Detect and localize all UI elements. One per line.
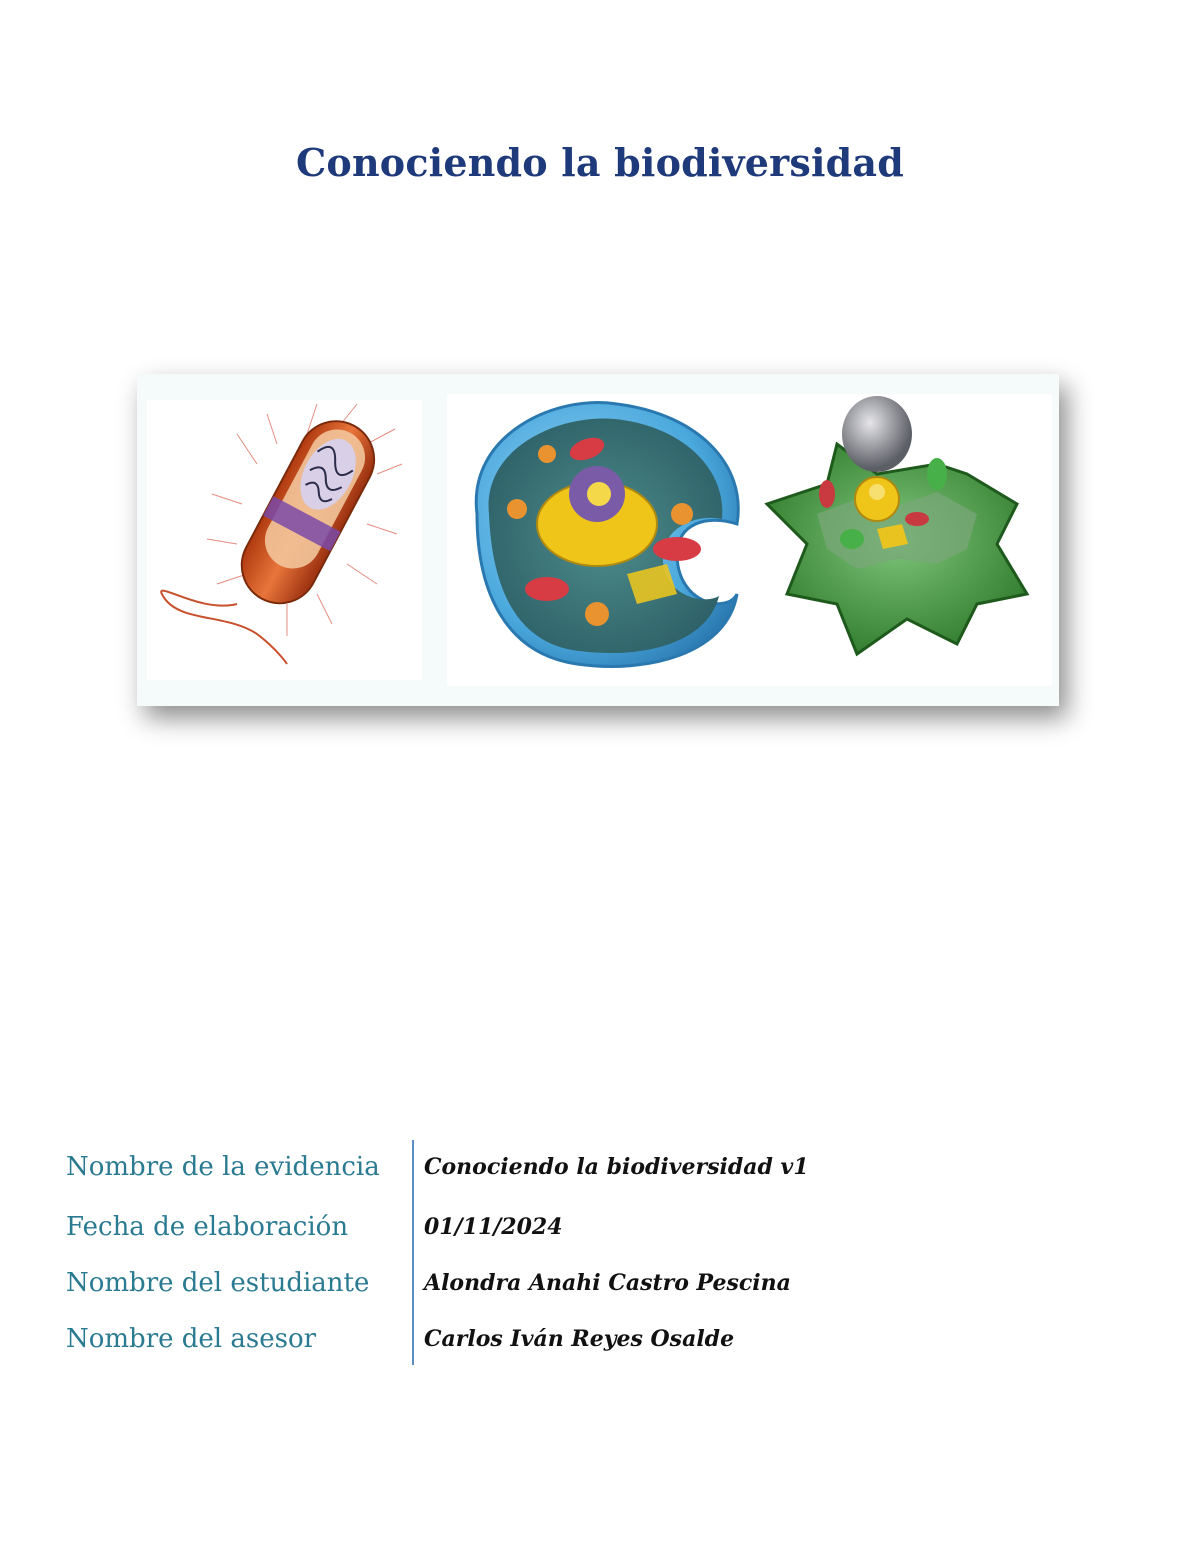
info-row-evidence bbox=[66, 1152, 1066, 1192]
advisor-label: Nombre del asesor bbox=[66, 1324, 317, 1354]
evidence-name-value: Conociendo la biodiversidad v1 bbox=[424, 1154, 809, 1180]
bacterium-illustration bbox=[147, 400, 422, 680]
info-row-advisor bbox=[66, 1324, 1066, 1364]
student-value: Alondra Anahi Castro Pescina bbox=[424, 1270, 791, 1296]
cell-illustrations bbox=[137, 374, 1059, 706]
date-value: 01/11/2024 bbox=[424, 1214, 563, 1240]
document-title: Conociendo la biodiversidad bbox=[295, 140, 904, 185]
info-row-date bbox=[66, 1212, 1066, 1252]
student-label: Nombre del estudiante bbox=[66, 1268, 370, 1298]
plant-cell-illustration bbox=[757, 394, 1052, 686]
evidence-info-table bbox=[66, 1140, 1066, 1365]
evidence-name-label: Nombre de la evidencia bbox=[66, 1152, 380, 1182]
cell-illustrations-figure bbox=[137, 374, 1059, 706]
info-row-student bbox=[66, 1268, 1066, 1308]
advisor-value: Carlos Iván Reyes Osalde bbox=[424, 1326, 735, 1352]
date-label: Fecha de elaboración bbox=[66, 1212, 349, 1242]
animal-cell-illustration bbox=[447, 394, 757, 686]
